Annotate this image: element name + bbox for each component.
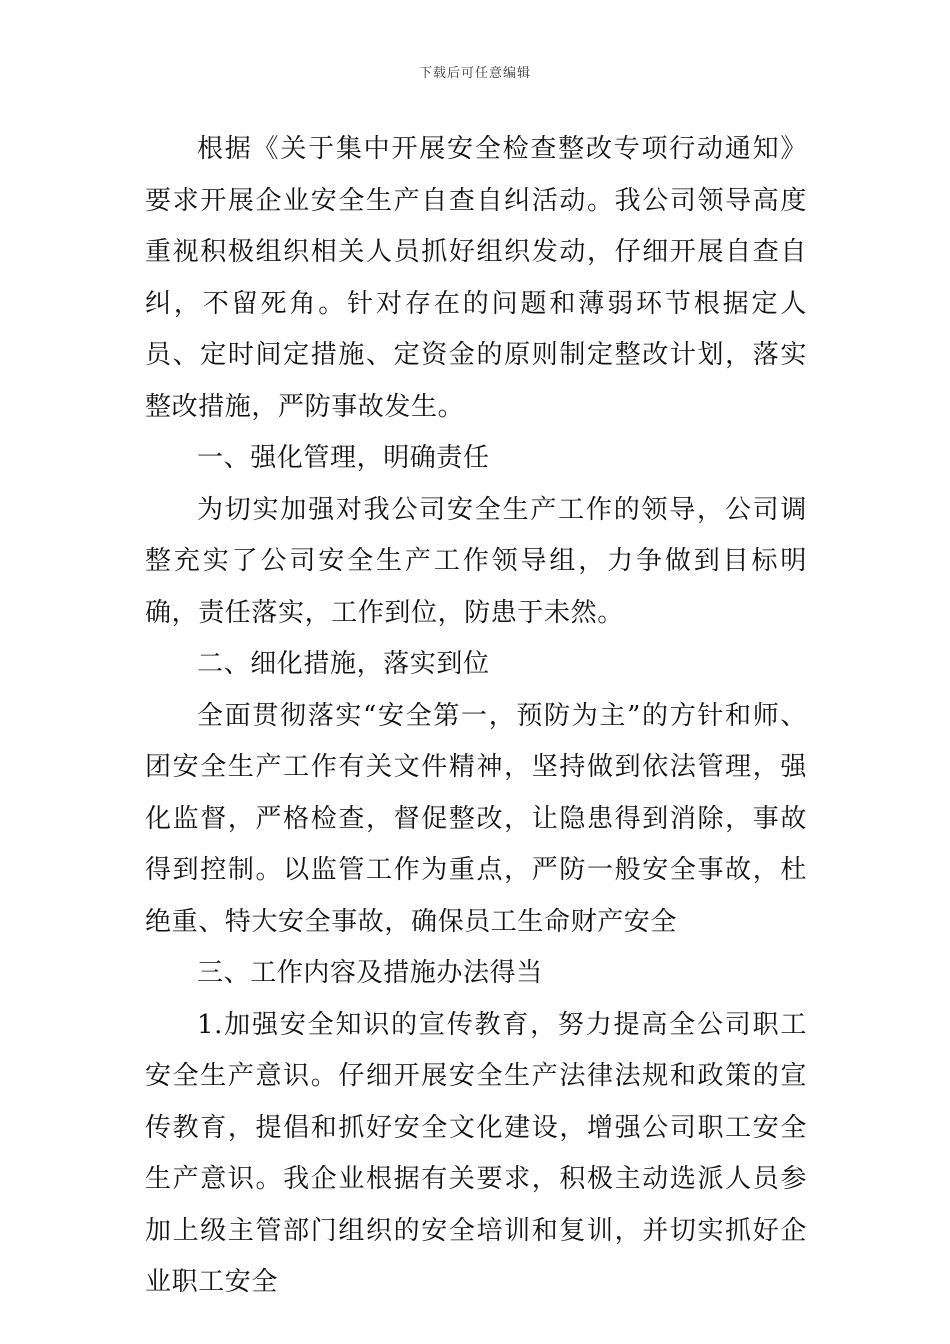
section-heading-3: 三、工作内容及措施办法得当 — [197, 958, 543, 988]
paragraph-section-3-item-1: 1.加强安全知识的宣传教育，努力提高全公司职工安全生产意识。仔细开展安全生产法律法规和政策的宣传教育，提倡和抓好安全文化建设，增强公司职工安全生产意识。我企业根据有关要求，积极主动选派人员参加上级主管部门组织的安全培训和复训，并切实抓好企业职工安全 — [145, 1009, 807, 1297]
page-header: 下载后可任意编辑 — [418, 66, 531, 81]
section-heading-1: 一、强化管理，明确责任 — [197, 443, 490, 473]
paragraph-intro: 根据《关于集中开展安全检查整改专项行动通知》要求开展企业安全生产自查自纠活动。我公司领导高度重视积极组织相关人员抓好组织发动，仔细开展自查自纠，不留死角。针对存在的问题和薄弱环节根据定人员、定时间定措施、定资金的原则制定整改计划，落实整改措施，严防事故发生。 — [145, 134, 807, 422]
paragraph-section-2: 全面贯彻落实“安全第一，预防为主”的方针和师、团安全生产工作有关文件精神，坚持做到依法管理，强化监督，严格检查，督促整改，让隐患得到消除，事故得到控制。以监管工作为重点，严防一般安全事故，杜绝重、特大安全事故，确保员工生命财产安全 — [145, 700, 807, 937]
document-body — [145, 124, 807, 1309]
section-heading-2: 二、细化措施，落实到位 — [197, 649, 490, 679]
paragraph-section-1: 为切实加强对我公司安全生产工作的领导，公司调整充实了公司安全生产工作领导组，力争做到目标明确，责任落实，工作到位，防患于未然。 — [145, 494, 807, 628]
